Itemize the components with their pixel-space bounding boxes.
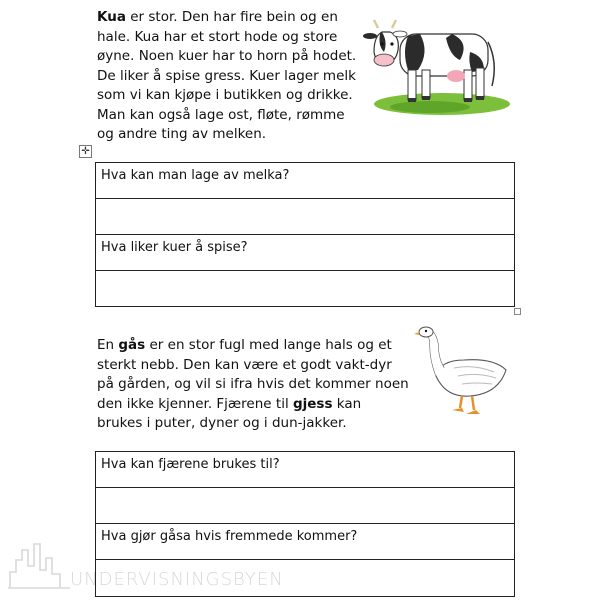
question-cell: Hva gjør gåsa hvis fremmede kommer? — [101, 529, 358, 544]
table-move-handle-icon[interactable]: ✛ — [79, 145, 92, 158]
cow-line-1-text: er stor. Den har fire bein og en — [125, 9, 338, 25]
question-cell: Hva kan man lage av melka? — [101, 168, 290, 183]
cow-line-3: øyne. Noen kuer har to horn på hodet. — [97, 48, 357, 64]
city-skyline-icon — [8, 540, 70, 590]
question-cell: Hva liker kuer å spise? — [101, 240, 248, 255]
goose-line-4 — [97, 395, 409, 415]
goose-line-1-rest: er en stor fugl med lange hals og et — [145, 337, 392, 353]
geese-keyword: gjess — [292, 395, 333, 412]
goose-line-3: på gården, og vil si ifra hvis det kommer noen — [97, 376, 409, 392]
goose-paragraph — [97, 336, 409, 434]
table-row — [96, 524, 514, 560]
answer-cell[interactable] — [96, 271, 514, 307]
goose-line-2: sterkt nebb. Den kan være et godt vakt-dyr — [97, 356, 392, 373]
goose-keyword: gås — [118, 337, 146, 353]
table-resize-handle[interactable] — [514, 308, 521, 315]
goose-line-5: brukes i puter, dyner og i dun-jakker. — [97, 415, 347, 431]
cow-line-5: som vi kan kjøpe i butikken og drikke. — [97, 87, 353, 103]
cow-line-7: og andre ting av melken. — [97, 126, 267, 142]
table-row — [96, 452, 514, 488]
cow-image — [360, 12, 510, 116]
answer-cell[interactable] — [96, 488, 514, 524]
table-row — [96, 235, 514, 271]
answer-cell[interactable] — [96, 199, 514, 235]
cow-line-4: De liker å spise gress. Kuer lager melk — [97, 67, 356, 84]
table-row — [96, 163, 514, 199]
cow-keyword: Kua — [97, 9, 126, 25]
cow-paragraph — [97, 8, 356, 145]
goose-line-1-pre: En — [97, 337, 119, 353]
question-cell: Hva kan fjærene brukes til? — [101, 457, 280, 472]
cow-line-2: hale. Kua har et stort hode og store — [97, 28, 338, 45]
cow-line-1 — [97, 8, 356, 28]
goose-line-4-pre: den ikke kjenner. Fjærene til — [97, 395, 293, 412]
goose-line-1 — [97, 336, 409, 356]
goose-line-4-rest: kan — [332, 395, 362, 412]
goose-image — [414, 324, 510, 420]
cow-questions-table — [95, 162, 515, 307]
cow-line-6: Man kan også lage ost, fløte, rømme — [97, 106, 345, 123]
watermark-text: UNDERVISNINGSBYEN — [70, 569, 284, 590]
